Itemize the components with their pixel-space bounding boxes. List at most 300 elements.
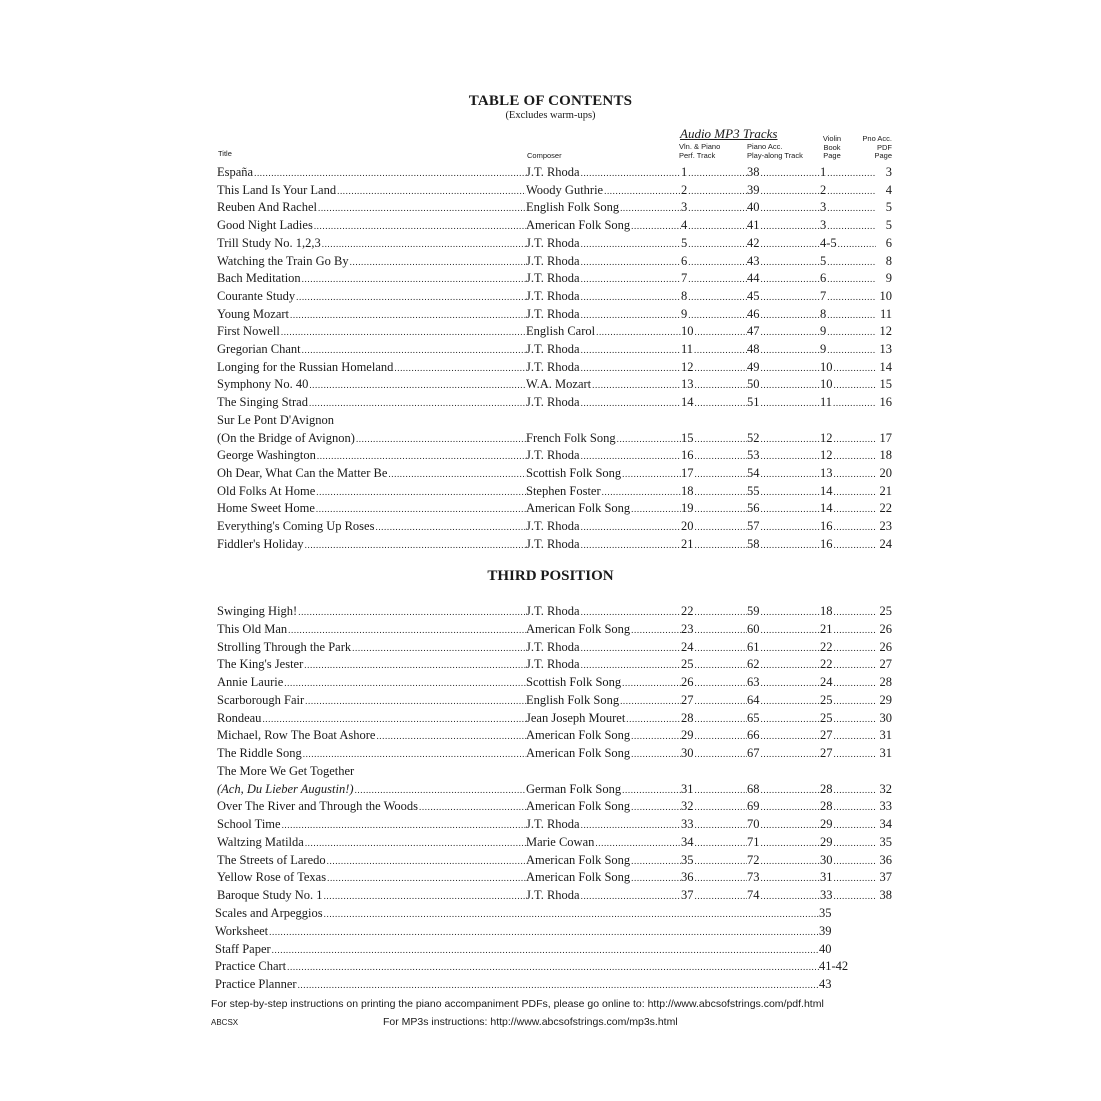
toc-row <box>217 535 892 553</box>
toc-row <box>217 517 892 535</box>
toc-violin-page-cell <box>820 446 876 464</box>
dot-leader <box>595 323 681 340</box>
dot-leader <box>687 253 747 270</box>
toc-composer: American Folk Song <box>526 728 631 743</box>
toc-perf-track: 35 <box>681 852 694 867</box>
toc-perf-track: 30 <box>681 746 694 760</box>
toc-perf-track: 2 <box>681 182 688 197</box>
toc-title: Old Folks At Home <box>217 483 316 498</box>
dot-leader <box>760 500 821 517</box>
toc-pdf-page: 29 <box>879 692 892 707</box>
toc-title: Michael, Row The Boat Ashore <box>217 728 376 743</box>
toc-page-cell <box>819 940 879 958</box>
dot-leader <box>760 306 821 323</box>
toc-pdf-page-cell <box>876 535 892 553</box>
toc-title-cell <box>217 287 526 305</box>
toc-play-along-track-cell <box>747 234 820 252</box>
column-header-perf-line1: Vln. & Piano <box>679 142 721 151</box>
toc-perf-track: 33 <box>681 817 694 831</box>
dot-leader <box>313 217 526 234</box>
toc-play-along-track-cell <box>747 216 820 234</box>
dot-leader <box>580 656 681 673</box>
toc-row <box>217 833 892 851</box>
toc-perf-track: 7 <box>681 271 688 286</box>
toc-title: Annie Laurie <box>217 675 284 689</box>
toc-page: 43 <box>819 977 832 992</box>
toc-perf-track-cell <box>681 851 747 869</box>
toc-violin-page: 5 <box>820 253 827 268</box>
toc-perf-track-cell <box>681 322 747 340</box>
toc-violin-page: 3 <box>820 218 827 233</box>
toc-title: Practice Chart <box>215 959 287 974</box>
toc-perf-track-cell <box>681 815 747 833</box>
dot-leader <box>833 518 877 535</box>
toc-pdf-page: 13 <box>879 342 892 356</box>
toc-violin-page: 29 <box>820 817 833 831</box>
toc-composer-cell <box>526 216 681 234</box>
toc-perf-track: 20 <box>681 519 694 533</box>
dot-leader <box>580 816 681 833</box>
toc-title-cell <box>217 393 526 411</box>
toc-perf-track: 10 <box>681 324 694 339</box>
dot-leader <box>321 235 526 252</box>
dot-leader <box>760 270 821 287</box>
toc-page: 40 <box>819 941 832 956</box>
toc-play-along-track-cell <box>747 163 820 181</box>
dot-leader <box>826 288 876 305</box>
toc-violin-page: 24 <box>820 675 833 689</box>
toc-row <box>217 762 892 780</box>
dot-leader <box>760 199 821 216</box>
toc-violin-page-cell <box>820 393 876 411</box>
toc-row <box>217 638 892 656</box>
dot-leader <box>833 869 877 886</box>
toc-perf-track-cell <box>681 234 747 252</box>
dot-leader <box>837 235 876 252</box>
dot-leader <box>601 483 681 500</box>
dot-leader <box>630 745 681 762</box>
toc-title: Worksheet <box>215 923 269 938</box>
toc-play-along-track: 62 <box>747 657 760 672</box>
toc-title-cell <box>217 305 526 323</box>
toc-composer: English Folk Song <box>526 200 620 215</box>
toc-violin-page-cell <box>820 868 876 886</box>
toc-violin-page-cell <box>820 780 876 798</box>
toc-composer-cell <box>526 499 681 517</box>
toc-play-along-track-cell <box>747 638 820 656</box>
toc-play-along-track: 55 <box>747 483 760 498</box>
toc-composer: Stephen Foster <box>526 483 601 498</box>
toc-pdf-page-cell <box>876 638 892 656</box>
toc-perf-track-cell <box>681 620 747 638</box>
toc-title: (On the Bridge of Avignon) <box>217 430 355 445</box>
toc-pdf-page: 4 <box>885 182 892 197</box>
dot-leader <box>833 727 877 744</box>
toc-composer-cell <box>526 446 681 464</box>
dot-leader <box>687 182 747 199</box>
toc-play-along-track: 58 <box>747 536 760 551</box>
toc-play-along-track-cell <box>747 429 820 447</box>
dot-leader <box>833 816 877 833</box>
toc-pdf-page: 5 <box>885 218 892 233</box>
toc-violin-page: 22 <box>820 639 833 654</box>
dot-leader <box>833 621 877 638</box>
toc-violin-page: 22 <box>820 657 833 672</box>
toc-title: Watching the Train Go By <box>217 253 349 268</box>
toc-play-along-track: 39 <box>747 182 760 197</box>
toc-composer-cell <box>526 886 681 904</box>
dot-leader <box>616 430 681 447</box>
toc-violin-page-cell <box>820 252 876 270</box>
toc-composer: J.T. Rhoda <box>526 657 580 672</box>
toc-perf-track: 11 <box>681 342 694 356</box>
toc-title: Fiddler's Holiday <box>217 536 304 551</box>
dot-leader <box>833 483 877 500</box>
toc-title: Home Sweet Home <box>217 501 315 516</box>
toc-pdf-page: 20 <box>879 465 892 480</box>
toc-composer: J.T. Rhoda <box>526 888 580 902</box>
toc-violin-page-cell <box>820 535 876 553</box>
toc-pdf-page: 23 <box>879 519 892 533</box>
toc-violin-page-cell <box>820 691 876 709</box>
toc-pdf-page: 5 <box>885 200 892 215</box>
toc-play-along-track: 69 <box>747 799 760 814</box>
toc-pdf-page: 17 <box>879 430 892 445</box>
toc-composer-cell <box>526 709 681 727</box>
toc-play-along-track-cell <box>747 833 820 851</box>
audio-tracks-heading: Audio MP3 Tracks <box>680 126 778 141</box>
toc-composer-cell <box>526 181 681 199</box>
toc-composer-cell <box>526 833 681 851</box>
toc-composer-cell <box>526 234 681 252</box>
toc-row <box>217 322 892 340</box>
toc-violin-page-cell <box>820 638 876 656</box>
toc-pdf-page-cell <box>876 620 892 638</box>
toc-perf-track: 34 <box>681 834 694 849</box>
dot-leader <box>760 536 821 553</box>
toc-perf-track: 29 <box>681 728 694 743</box>
dot-leader <box>694 727 748 744</box>
toc-perf-track: 22 <box>681 604 694 618</box>
toc-row <box>215 940 890 958</box>
dot-leader <box>315 483 526 500</box>
toc-violin-page: 13 <box>820 465 833 480</box>
toc-perf-track: 12 <box>681 359 694 374</box>
toc-violin-page-cell <box>820 287 876 305</box>
dot-leader <box>580 270 681 287</box>
toc-pdf-page: 38 <box>879 888 892 902</box>
toc-title: Practice Planner <box>215 977 297 992</box>
toc-title-cell <box>217 482 526 500</box>
toc-composer-cell <box>526 602 681 620</box>
toc-title: George Washington <box>217 448 316 463</box>
toc-pdf-page: 26 <box>879 621 892 636</box>
toc-composer-cell <box>526 287 681 305</box>
toc-pdf-page: 8 <box>885 253 892 268</box>
toc-composer-cell <box>526 797 681 815</box>
toc-play-along-track-cell <box>747 868 820 886</box>
toc-pdf-page: 31 <box>879 728 892 743</box>
dot-leader <box>826 199 876 216</box>
dot-leader <box>580 518 681 535</box>
toc-row <box>217 429 892 447</box>
toc-play-along-track: 73 <box>747 870 760 885</box>
toc-title: The More We Get Together <box>217 763 355 778</box>
toc-play-along-track: 66 <box>747 728 760 743</box>
toc-title-cell <box>217 375 526 393</box>
toc-title-cell <box>217 851 526 869</box>
toc-pdf-page: 12 <box>879 324 892 339</box>
dot-leader <box>301 270 526 287</box>
dot-leader <box>349 253 526 270</box>
toc-play-along-track-cell <box>747 252 820 270</box>
toc-play-along-track-cell <box>747 602 820 620</box>
toc-play-along-track: 68 <box>747 781 760 796</box>
dot-leader <box>630 621 681 638</box>
toc-row <box>217 411 892 429</box>
toc-composer-cell <box>526 198 681 216</box>
dot-leader <box>760 887 821 904</box>
toc-title: Over The River and Through the Woods <box>217 799 419 814</box>
dot-leader <box>289 306 526 323</box>
toc-pdf-page-cell <box>876 322 892 340</box>
dot-leader <box>694 816 748 833</box>
toc-play-along-track-cell <box>747 709 820 727</box>
toc-composer-cell <box>526 673 681 691</box>
toc-title-cell <box>217 322 526 340</box>
toc-title: This Land Is Your Land <box>217 182 337 197</box>
toc-composer-cell <box>526 269 681 287</box>
toc-pdf-page: 3 <box>885 165 892 179</box>
toc-pdf-page: 32 <box>879 781 892 796</box>
toc-pdf-page-cell <box>876 691 892 709</box>
toc-title: The Singing Strad <box>217 395 308 410</box>
toc-title-cell <box>217 780 526 798</box>
toc-perf-track: 8 <box>681 288 688 303</box>
toc-perf-track: 36 <box>681 870 694 885</box>
toc-perf-track: 24 <box>681 639 694 654</box>
toc-row <box>217 464 892 482</box>
footer-pdf-instructions: For step-by-step instructions on printing the piano accompaniment PDFs, please go online to: http://www.abcsofstrings.com/pdf.html <box>211 998 824 1010</box>
toc-play-along-track-cell <box>747 673 820 691</box>
toc-pdf-page-cell <box>876 655 892 673</box>
toc-play-along-track-cell <box>747 358 820 376</box>
toc-page: 41-42 <box>819 959 849 974</box>
toc-play-along-track: 67 <box>747 746 760 760</box>
toc-violin-page: 9 <box>820 342 827 356</box>
toc-title-cell <box>217 216 526 234</box>
dot-leader <box>833 745 877 762</box>
dot-leader <box>694 518 748 535</box>
toc-perf-track-cell <box>681 709 747 727</box>
toc-composer-cell <box>526 482 681 500</box>
dot-leader <box>760 639 821 656</box>
toc-play-along-track: 48 <box>747 342 760 356</box>
dot-leader <box>694 798 748 815</box>
toc-title: Reuben And Rachel <box>217 200 317 215</box>
column-header-perf-track <box>679 143 720 160</box>
product-code: ABCSX <box>211 1018 239 1027</box>
dot-leader <box>323 887 526 904</box>
toc-perf-track-cell <box>681 638 747 656</box>
toc-violin-page-cell <box>820 163 876 181</box>
toc-composer: J.T. Rhoda <box>526 395 580 410</box>
toc-composer-cell <box>526 163 681 181</box>
dot-leader <box>694 430 748 447</box>
dot-leader <box>694 323 748 340</box>
toc-pdf-page: 37 <box>879 870 892 885</box>
dot-leader <box>693 341 747 358</box>
toc-pdf-page-cell <box>876 780 892 798</box>
dot-leader <box>833 603 877 620</box>
toc-perf-track: 26 <box>681 675 694 689</box>
toc-pdf-page: 31 <box>879 746 892 760</box>
toc-composer: American Folk Song <box>526 870 631 885</box>
toc-perf-track: 32 <box>681 799 694 814</box>
toc-perf-track-cell <box>681 499 747 517</box>
toc-violin-page: 6 <box>820 271 827 286</box>
toc-composer: J.T. Rhoda <box>526 359 580 374</box>
toc-pdf-page-cell <box>876 517 892 535</box>
toc-perf-track-cell <box>681 163 747 181</box>
toc-play-along-track: 46 <box>747 306 760 321</box>
toc-perf-track-cell <box>681 535 747 553</box>
column-header-violin-line1: Violin <box>822 134 842 143</box>
toc-violin-page-cell <box>820 744 876 762</box>
dot-leader <box>833 639 877 656</box>
toc-play-along-track: 43 <box>747 253 760 268</box>
dot-leader <box>687 306 747 323</box>
toc-pdf-page: 15 <box>879 377 892 392</box>
toc-pdf-page-cell <box>876 602 892 620</box>
toc-page-cell <box>819 922 879 940</box>
dot-leader <box>580 341 681 358</box>
toc-pdf-page-cell <box>876 198 892 216</box>
toc-play-along-track: 50 <box>747 377 760 392</box>
toc-play-along-track: 59 <box>747 604 760 618</box>
dot-leader <box>694 536 748 553</box>
toc-title-cell <box>217 655 526 673</box>
toc-composer: J.T. Rhoda <box>526 271 580 286</box>
toc-pdf-page-cell <box>876 340 892 358</box>
toc-play-along-track: 64 <box>747 692 760 707</box>
toc-play-along-track: 71 <box>747 834 760 849</box>
toc-violin-page: 33 <box>820 888 833 902</box>
dot-leader <box>826 164 876 181</box>
toc-pdf-page-cell <box>876 358 892 376</box>
dot-leader <box>351 639 526 656</box>
toc-perf-track: 5 <box>681 235 688 250</box>
toc-composer-cell <box>526 868 681 886</box>
toc-composer: J.T. Rhoda <box>526 165 580 179</box>
toc-perf-track: 13 <box>681 377 694 392</box>
toc-perf-track-cell <box>681 340 747 358</box>
toc-pdf-page: 14 <box>879 359 892 374</box>
toc-title-cell <box>217 726 526 744</box>
toc-play-along-track: 65 <box>747 710 760 725</box>
dot-leader <box>760 359 821 376</box>
toc-row <box>217 181 892 199</box>
footer-mp3-instructions: For MP3s instructions: http://www.abcsofstrings.com/mp3s.html <box>383 1016 678 1028</box>
toc-perf-track: 16 <box>681 448 694 463</box>
toc-row <box>217 726 892 744</box>
dot-leader <box>694 692 748 709</box>
toc-composer: J.T. Rhoda <box>526 604 580 618</box>
toc-page: 39 <box>819 923 832 938</box>
toc-pdf-page: 33 <box>879 799 892 814</box>
toc-composer: American Folk Song <box>526 621 631 636</box>
toc-play-along-track: 70 <box>747 817 760 831</box>
dot-leader <box>687 235 747 252</box>
toc-violin-page: 21 <box>820 621 833 636</box>
toc-violin-page-cell <box>820 499 876 517</box>
dot-leader <box>287 621 526 638</box>
dot-leader <box>580 536 681 553</box>
dot-leader <box>694 500 748 517</box>
toc-violin-page: 16 <box>820 519 833 533</box>
column-header-pdf-line1: Pno Acc. <box>862 134 892 143</box>
toc-row <box>217 602 892 620</box>
toc-violin-page: 11 <box>820 395 833 410</box>
toc-violin-page: 28 <box>820 781 833 796</box>
toc-violin-page: 28 <box>820 799 833 814</box>
toc-title: Rondeau <box>217 710 262 725</box>
toc-pdf-page-cell <box>876 305 892 323</box>
toc-composer: Marie Cowan <box>526 834 595 849</box>
toc-composer-cell <box>526 851 681 869</box>
toc-perf-track: 6 <box>681 253 688 268</box>
toc-title: Everything's Coming Up Roses <box>217 519 375 533</box>
dot-leader <box>315 500 526 517</box>
toc-title-cell <box>217 833 526 851</box>
dot-leader <box>826 182 876 199</box>
dot-leader <box>760 483 821 500</box>
dot-leader <box>760 376 821 393</box>
dot-leader <box>833 536 877 553</box>
toc-play-along-track-cell <box>747 797 820 815</box>
dot-leader <box>760 798 821 815</box>
toc-title: The King's Jester <box>217 657 304 672</box>
dot-leader <box>760 217 821 234</box>
toc-title: (Ach, Du Lieber Augustin!) <box>217 781 354 796</box>
dot-leader <box>621 465 681 482</box>
toc-title: The Streets of Laredo <box>217 852 326 867</box>
toc-title-cell <box>217 517 526 535</box>
dot-leader <box>833 376 877 393</box>
toc-play-along-track-cell <box>747 393 820 411</box>
toc-title-cell <box>215 975 819 993</box>
dot-leader <box>760 727 821 744</box>
toc-composer-cell <box>526 375 681 393</box>
toc-pdf-page-cell <box>876 429 892 447</box>
column-header-perf-line2: Perf. Track <box>679 150 716 160</box>
toc-perf-track-cell <box>681 305 747 323</box>
toc-perf-track-cell <box>681 216 747 234</box>
toc-pdf-page: 30 <box>879 710 892 725</box>
toc-title-cell <box>217 868 526 886</box>
toc-title: Staff Paper <box>215 941 271 956</box>
toc-row <box>217 163 892 181</box>
section-title-third-position: THIRD POSITION <box>487 568 614 584</box>
toc-pdf-page-cell <box>876 833 892 851</box>
toc-composer-cell <box>526 815 681 833</box>
toc-title: Waltzing Matilda <box>217 834 304 849</box>
toc-play-along-track: 63 <box>747 675 760 689</box>
toc-title: España <box>217 165 254 179</box>
column-header-pdf-page <box>852 135 892 161</box>
toc-perf-track: 25 <box>681 657 694 672</box>
toc-page: 35 <box>819 906 832 920</box>
